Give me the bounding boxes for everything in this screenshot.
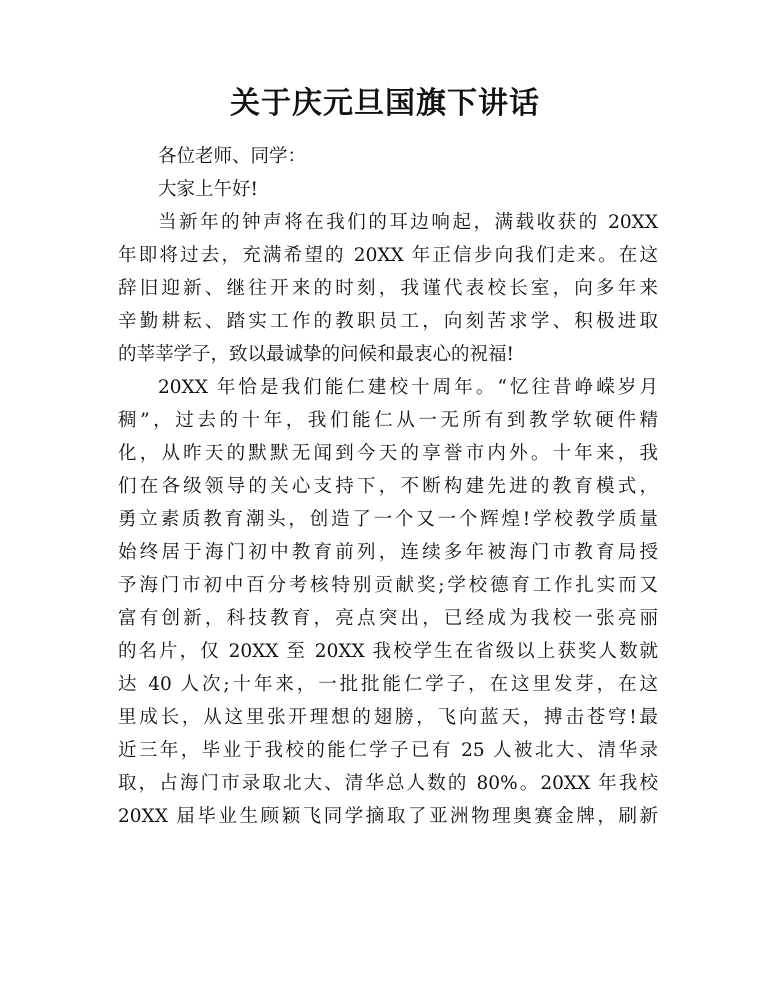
paragraph-2-line-11: 里成长，从这里张开理想的翅膀，飞向蓝天，搏击苍穹!最: [118, 707, 658, 728]
paragraph-1-line-2: 年即将过去，充满希望的 20XX 年正信步向我们走来。在这: [118, 245, 658, 266]
paragraph-2-line-9: 的名片，仅 20XX 至 20XX 我校学生在省级以上获奖人数就: [118, 641, 658, 662]
greeting-line: 大家上午好!: [158, 179, 258, 200]
paragraph-2-line-10: 达 40 人次;十年来，一批批能仁学子，在这里发芽，在这: [118, 674, 658, 695]
paragraph-2-line-14: 20XX 届毕业生顾颖飞同学摘取了亚洲物理奥赛金牌，刷新: [118, 806, 658, 827]
paragraph-1-line-5: 的莘莘学子，致以最诚挚的问候和最衷心的祝福!: [118, 344, 514, 365]
paragraph-1-line-4: 辛勤耕耘、踏实工作的教职员工，向刻苦求学、积极进取: [118, 311, 658, 332]
paragraph-2-line-7: 予海门市初中百分考核特别贡献奖;学校德育工作扎实而又: [118, 575, 658, 596]
paragraph-2-line-13: 取，占海门市录取北大、清华总人数的 80%。20XX 年我校: [118, 773, 658, 794]
paragraph-2-line-8: 富有创新，科技教育，亮点突出，已经成为我校一张亮丽: [118, 608, 658, 629]
paragraph-2-line-3: 化，从昨天的默默无闻到今天的享誉市内外。十年来，我: [118, 443, 658, 464]
document-title: 关于庆元旦国旗下讲话: [230, 86, 540, 121]
document-body: [118, 140, 658, 833]
paragraph-2-line-5: 勇立素质教育潮头，创造了一个又一个辉煌!学校教学质量: [118, 509, 658, 530]
paragraph-1-line-3: 辞旧迎新、继往开来的时刻，我谨代表校长室，向多年来: [118, 278, 658, 299]
paragraph-1-line-1: 当新年的钟声将在我们的耳边响起，满载收获的 20XX: [158, 212, 658, 233]
paragraph-2-line-4: 们在各级领导的关心支持下，不断构建先进的教育模式，: [118, 476, 658, 497]
paragraph-2-line-2: 稠”，过去的十年，我们能仁从一无所有到教学软硬件精: [118, 410, 658, 431]
paragraph-2-line-1: 20XX 年恰是我们能仁建校十周年。“忆往昔峥嵘岁月: [158, 377, 658, 398]
paragraph-2-line-6: 始终居于海门初中教育前列，连续多年被海门市教育局授: [118, 542, 658, 563]
paragraph-2-line-12: 近三年，毕业于我校的能仁学子已有 25 人被北大、清华录: [118, 740, 658, 761]
salutation-line: 各位老师、同学：: [158, 146, 307, 167]
